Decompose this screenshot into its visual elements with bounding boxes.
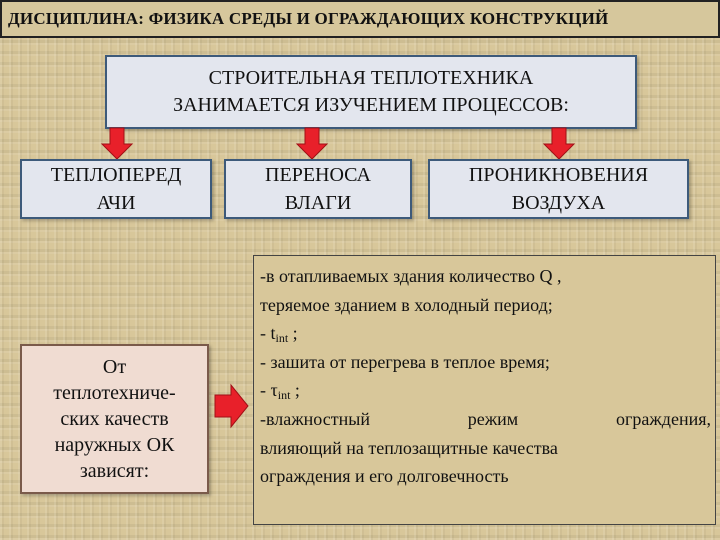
dependency-line-2: теплотехниче- — [53, 382, 176, 404]
details-box — [253, 255, 716, 525]
main-topic-line-2: ЗАНИМАЕТСЯ ИЗУЧЕНИЕМ ПРОЦЕССОВ: — [173, 94, 569, 116]
process-moisture-transfer-line-1: ПЕРЕНОСА — [265, 164, 371, 186]
detail-line-5-text: - τ — [260, 380, 278, 401]
process-air-penetration-line-2: ВОЗДУХА — [511, 192, 606, 214]
down-arrow-middle — [296, 128, 328, 160]
detail-line-8: ограждения и его долговечность — [260, 466, 509, 487]
process-air-penetration-line-1: ПРОНИКНОВЕНИЯ — [468, 164, 649, 186]
detail-line-3-end: ; — [288, 323, 298, 344]
detail-line-2: теряемое зданием в холодный период; — [260, 294, 553, 315]
dependency-box — [20, 344, 209, 494]
detail-line-5-end: ; — [290, 380, 300, 401]
right-arrow — [215, 384, 249, 428]
discipline-title — [0, 0, 720, 38]
main-topic-line-1: СТРОИТЕЛЬНАЯ ТЕПЛОТЕХНИКА — [208, 67, 534, 89]
down-arrow-left — [101, 128, 133, 160]
detail-line-3-subscript: int — [275, 331, 289, 346]
detail-line-4: - зашита от перегрева в теплое время; — [260, 351, 550, 372]
discipline-title-text: ДИСЦИПЛИНА: ФИЗИКА СРЕДЫ И ОГРАЖДАЮЩИХ КОНСТРУКЦИЙ — [8, 9, 609, 28]
process-moisture-transfer — [224, 159, 412, 219]
detail-line-3-text: - t — [260, 323, 276, 344]
detail-line-1: -в отапливаемых здания количество Q , — [260, 266, 562, 286]
detail-line-6: -влажностный режим ограждения, — [260, 408, 711, 429]
process-moisture-transfer-line-2: ВЛАГИ — [284, 192, 352, 214]
main-topic-box — [105, 55, 637, 129]
detail-line-3 — [260, 319, 711, 348]
detail-line-7: влияющий на теплозащитные качества — [260, 437, 558, 458]
dependency-line-3: ских качеств — [60, 408, 169, 430]
dependency-line-5: зависят: — [79, 460, 150, 482]
process-air-penetration — [428, 159, 689, 219]
down-arrow-right — [543, 128, 575, 160]
process-heat-transfer-line-2: АЧИ — [96, 192, 136, 214]
process-heat-transfer — [20, 159, 212, 219]
dependency-line-4: наружных ОК — [54, 434, 175, 456]
process-heat-transfer-line-1: ТЕПЛОПЕРЕД — [50, 164, 182, 186]
dependency-line-1: От — [102, 356, 127, 378]
detail-line-5 — [260, 376, 711, 405]
detail-line-5-subscript: int — [277, 388, 291, 403]
